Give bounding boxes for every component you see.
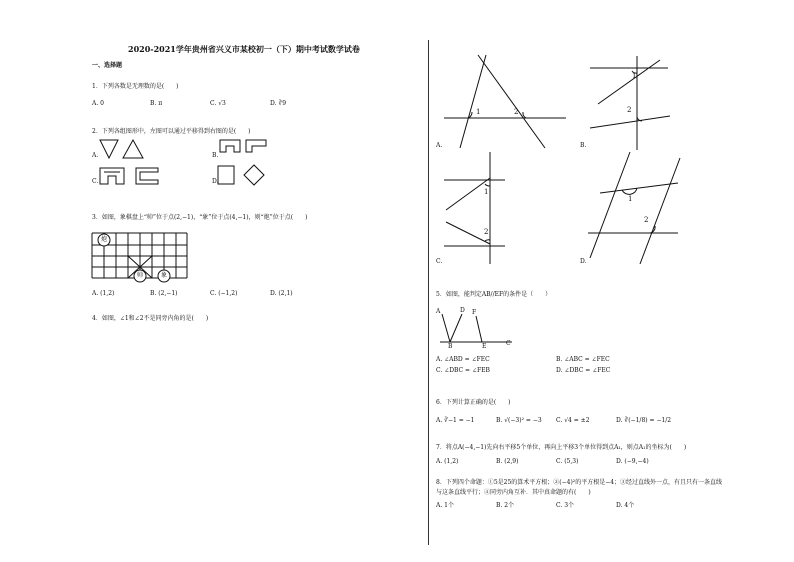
q8-option-c[interactable]: C. 3个 — [556, 502, 575, 509]
q5-point-d: D — [460, 307, 465, 314]
q1-option-c[interactable]: C. √3 — [210, 100, 226, 107]
q5-stem: 5．如图，能判定AB//EF的条件是（ ） — [436, 291, 552, 298]
q2-label-b: B. — [212, 152, 219, 159]
q7-option-d[interactable]: D. (−9,−4) — [616, 458, 649, 465]
q3-option-a[interactable]: A. (1,2) — [92, 290, 115, 297]
q5-point-e: E — [482, 343, 487, 350]
q4c-angle-1: 1 — [484, 188, 489, 196]
q7-stem: 7．将点A(−4,−1)先向右平移5个单位，再向上平移3个单位得到点A₁，则点A₁的坐标为( ) — [436, 444, 687, 451]
q4-label-b: B. — [580, 142, 587, 149]
q5-point-a: A — [436, 308, 441, 315]
q4d-angle-2: 2 — [644, 216, 649, 224]
q4d-angle-1: 1 — [628, 195, 633, 203]
q7-option-a[interactable]: A. (1,2) — [436, 458, 459, 465]
q7-option-c[interactable]: C. (5,3) — [556, 458, 579, 465]
q1-option-a[interactable]: A. 0 — [92, 100, 104, 107]
section-heading: 一、选择题 — [92, 62, 123, 69]
q5-option-a[interactable]: A. ∠ABD = ∠FEC — [436, 356, 490, 363]
page-title: 2020-2021学年贵州省兴义市某校初一（下）期中考试数学试卷 — [128, 44, 360, 54]
q4a-angle-2: 2 — [514, 108, 519, 116]
q3-piece-xiang-label: 象 — [161, 272, 168, 279]
q3-option-d[interactable]: D. (2,1) — [270, 290, 293, 297]
q8-stem-line1: 8．下列四个命题：①5是25的算术平方根；②(−4)²的平方根是−4；③经过直线外一点，有且只有一条直线 — [436, 479, 723, 486]
q7-option-b[interactable]: B. (2,9) — [496, 458, 519, 465]
q5-option-b[interactable]: B. ∠ABC = ∠FEC — [556, 356, 610, 363]
q1-option-b[interactable]: B. π — [150, 100, 163, 107]
q8-stem-line2: 与这条直线平行；④同旁内角互补．其中真命题的有( ) — [436, 489, 591, 496]
q4-label-d: D. — [580, 258, 587, 265]
q1-option-d[interactable]: D. ∛9 — [270, 100, 287, 107]
q3-option-b[interactable]: B. (2,−1) — [150, 290, 178, 297]
q6-option-d[interactable]: D. ∛(−1/8) = −1/2 — [616, 417, 672, 424]
q4-label-a: A. — [436, 142, 443, 149]
q4b-angle-2: 2 — [627, 106, 632, 114]
q2-label-a: A. — [92, 152, 99, 159]
q6-option-a[interactable]: A. ∛−1 = −1 — [436, 417, 475, 424]
q2-stem: 2．下列各组图形中，左图可以通过平移得到右图的是( ) — [92, 128, 251, 135]
q3-option-c[interactable]: C. (−1,2) — [210, 290, 238, 297]
q6-option-c[interactable]: C. √4 = ±2 — [556, 417, 590, 424]
q3-stem: 3．如图，象棋盘上“帅”位于点(2,−1)，“象”位于点(4,−1)，则“炮”位于点( ) — [92, 214, 308, 221]
q4a-angle-1: 1 — [476, 108, 481, 116]
q3-piece-pao-label: 炮 — [101, 236, 108, 243]
q8-option-d[interactable]: D. 4个 — [616, 502, 635, 509]
q5-option-d[interactable]: D. ∠DBC = ∠FEC — [556, 367, 611, 374]
q4b-angle-1: 1 — [632, 72, 637, 80]
q4c-angle-2: 2 — [484, 228, 489, 236]
q8-option-a[interactable]: A. 1个 — [436, 502, 454, 509]
q4-stem: 4．如图，∠1和∠2不是同旁内角的是( ) — [92, 315, 209, 322]
q3-piece-shuai-label: 帅 — [137, 272, 144, 279]
q5-point-f: F — [472, 309, 477, 316]
q5-point-b: B — [448, 343, 453, 350]
q1-stem: 1．下列各数是无理数的是( ) — [92, 83, 179, 90]
q6-option-b[interactable]: B. √(−3)² = −3 — [496, 417, 542, 424]
q6-stem: 6．下列计算正确的是( ) — [436, 399, 511, 406]
q5-option-c[interactable]: C. ∠DBC = ∠FEB — [436, 367, 490, 374]
q5-point-c: C — [506, 340, 511, 347]
q2-label-c: C. — [92, 178, 99, 185]
q2-label-d: D. — [212, 178, 219, 185]
q4-label-c: C. — [436, 258, 443, 265]
q8-option-b[interactable]: B. 2个 — [496, 502, 515, 509]
